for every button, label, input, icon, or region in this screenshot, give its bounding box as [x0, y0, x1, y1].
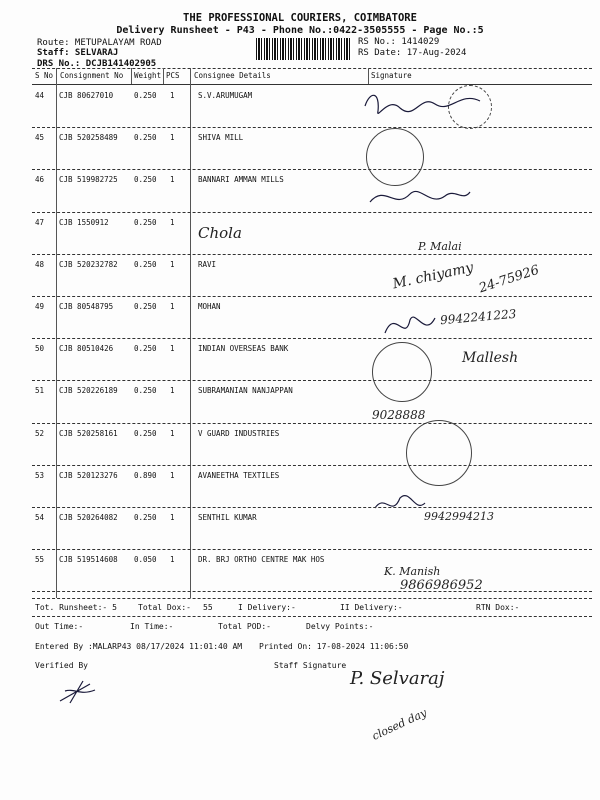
total-pod: Total POD:- [218, 622, 271, 631]
table-row [32, 510, 592, 549]
rs-number: RS No.: 1414029 [358, 37, 440, 47]
col-header-consignee: Consignee Details [194, 71, 271, 80]
row-consignment: CJB 520258161 [59, 428, 118, 438]
table-row [32, 468, 592, 507]
row-weight: 0.890 [134, 470, 157, 480]
row-consignment: CJB 1550912 [59, 217, 109, 227]
signature-image [365, 182, 475, 212]
col-header-weight: Weight [134, 71, 162, 80]
table-row [32, 88, 592, 127]
row-weight: 0.050 [134, 555, 157, 565]
table-row [32, 130, 592, 169]
total-dox-label: Total Dox:- [138, 603, 191, 612]
row-consignee: DR. BRJ ORTHO CENTRE MAK HOS [198, 555, 325, 565]
row-consignment: CJB 520232782 [59, 259, 118, 269]
row-separator [32, 423, 592, 424]
row-separator [32, 338, 592, 339]
row-pcs: 1 [170, 344, 175, 354]
table-row [32, 552, 592, 591]
header-rule [32, 84, 592, 85]
handwriting: Chola [198, 224, 242, 242]
row-sno: 54 [35, 513, 45, 522]
table-row [32, 383, 592, 422]
route: Route: METUPALAYAM ROAD [37, 38, 162, 48]
company-stamp [372, 342, 432, 402]
row-consignee: INDIAN OVERSEAS BANK [198, 344, 289, 354]
row-consignee: BANNARI AMMAN MILLS [198, 175, 284, 185]
row-consignment: CJB 520226189 [59, 386, 118, 396]
company-stamp [406, 420, 472, 486]
row-pcs: 1 [170, 259, 175, 269]
total-dox-value: 55 [203, 603, 213, 612]
row-consignment: CJB 80627010 [59, 91, 114, 100]
row-pcs: 1 [170, 302, 175, 311]
staff: Staff: SELVARAJ [37, 48, 119, 58]
printed-on: Printed On: 17-08-2024 11:06:50 [259, 642, 409, 651]
row-weight: 0.250 [134, 217, 157, 227]
company-stamp [366, 128, 424, 186]
row-weight: 0.250 [134, 386, 157, 396]
barcode [256, 38, 352, 60]
handwriting: K. Manish [384, 565, 441, 578]
row-consignee: RAVI [198, 259, 217, 269]
row-sno: 50 [35, 344, 45, 354]
row-separator [32, 549, 592, 550]
row-pcs: 1 [170, 133, 175, 143]
row-weight: 0.250 [134, 133, 157, 143]
verified-by: Verified By [35, 661, 88, 670]
signature-image [370, 488, 430, 523]
row-weight: 0.250 [134, 344, 157, 354]
row-consignment: CJB 80548795 [59, 302, 114, 311]
row-separator [32, 169, 592, 170]
row-pcs: 1 [170, 513, 175, 522]
total-runsheet: Tot. Runsheet:- 5 [35, 603, 117, 612]
company-title: THE PROFESSIONAL COURIERS, COIMBATORE [183, 12, 417, 24]
verifier-signature [55, 676, 100, 706]
table-top-rule [32, 68, 592, 69]
out-time: Out Time:- [35, 622, 84, 631]
row-sno: 49 [35, 302, 45, 311]
handwriting: M. chiyamy [391, 259, 475, 293]
staff-signature-handwriting: P. Selvaraj [350, 668, 445, 689]
row-consignment: CJB 519982725 [59, 175, 118, 185]
col-divider [131, 68, 132, 84]
runsheet-subtitle: Delivery Runsheet - P43 - Phone No.:0422-3505555 - Page No.:5 [116, 25, 484, 36]
col-divider [163, 68, 164, 84]
row-weight: 0.250 [134, 302, 157, 311]
row-weight: 0.250 [134, 259, 157, 269]
row-sno: 46 [35, 175, 45, 185]
row-pcs: 1 [170, 386, 175, 396]
col-divider [368, 68, 369, 84]
handwriting: 9866986952 [400, 578, 483, 593]
row-consignment: CJB 519514608 [59, 555, 118, 565]
row-separator [32, 254, 592, 255]
row-pcs: 1 [170, 217, 175, 227]
row-separator [32, 212, 592, 213]
row-consignee: MOHAN [198, 302, 221, 311]
row-pcs: 1 [170, 555, 175, 565]
staff-signature-label: Staff Signature [274, 661, 347, 670]
col-header-consignment: Consignment No [60, 71, 124, 80]
row-sno: 55 [35, 555, 45, 565]
col-header-signature: Signature [371, 71, 412, 80]
row-separator [32, 507, 592, 508]
row-consignee: SENTHIL KUMAR [198, 513, 257, 522]
ii-delivery: II Delivery:- [340, 603, 403, 612]
col-header-pcs: PCS [166, 71, 180, 80]
row-weight: 0.250 [134, 91, 157, 100]
row-sno: 45 [35, 133, 45, 143]
row-separator [32, 591, 592, 592]
row-weight: 0.250 [134, 428, 157, 438]
table-row [32, 172, 592, 211]
col-header-sno: S No [35, 71, 54, 80]
row-consignee: SUBRAMANIAN NANJAPPAN [198, 386, 293, 396]
row-pcs: 1 [170, 175, 175, 185]
row-separator [32, 127, 592, 128]
table-row [32, 215, 592, 254]
row-pcs: 1 [170, 91, 175, 100]
handwriting: 9028888 [372, 408, 426, 422]
handwriting-note: closed day [370, 706, 429, 743]
row-separator [32, 465, 592, 466]
row-sno: 48 [35, 259, 45, 269]
entered-by: Entered By :MALARP43 08/17/2024 11:01:40 AM [35, 642, 243, 651]
in-time: In Time:- [130, 622, 174, 631]
row-consignment: CJB 520123276 [59, 470, 118, 480]
row-sno: 53 [35, 470, 45, 480]
handwriting: P. Malai [418, 240, 462, 253]
row-consignee: S.V.ARUMUGAM [198, 91, 253, 100]
rtn-dox: RTN Dox:- [476, 603, 520, 612]
handwriting: Mallesh [462, 350, 519, 366]
drs-number: DRS No.: DCJB141402905 [37, 59, 157, 69]
delvy-points: Delvy Points:- [306, 622, 374, 631]
row-sno: 47 [35, 217, 45, 227]
row-consignment: CJB 80510426 [59, 344, 114, 354]
table-row [32, 426, 592, 465]
rs-date: RS Date: 17-Aug-2024 [358, 48, 467, 58]
row-sno: 51 [35, 386, 45, 396]
row-consignment: CJB 520258489 [59, 133, 118, 143]
row-sno: 44 [35, 91, 45, 100]
row-consignment: CJB 520264082 [59, 513, 118, 522]
signature-image [360, 86, 490, 126]
row-pcs: 1 [170, 428, 175, 438]
row-consignee: AVANEETHA TEXTILES [198, 470, 280, 480]
row-weight: 0.250 [134, 513, 157, 522]
row-consignee: SHIVA MILL [198, 133, 244, 143]
footer-rule [32, 616, 592, 617]
row-consignee: V GUARD INDUSTRIES [198, 428, 280, 438]
row-separator [32, 296, 592, 297]
i-delivery: I Delivery:- [238, 603, 296, 612]
handwriting: 9942994213 [424, 510, 494, 523]
row-pcs: 1 [170, 470, 175, 480]
footer-rule [32, 598, 592, 599]
row-separator [32, 380, 592, 381]
handwriting: 9942241223 [439, 306, 517, 328]
row-weight: 0.250 [134, 175, 157, 185]
handwriting: 24-75926 [477, 262, 542, 297]
row-sno: 52 [35, 428, 45, 438]
